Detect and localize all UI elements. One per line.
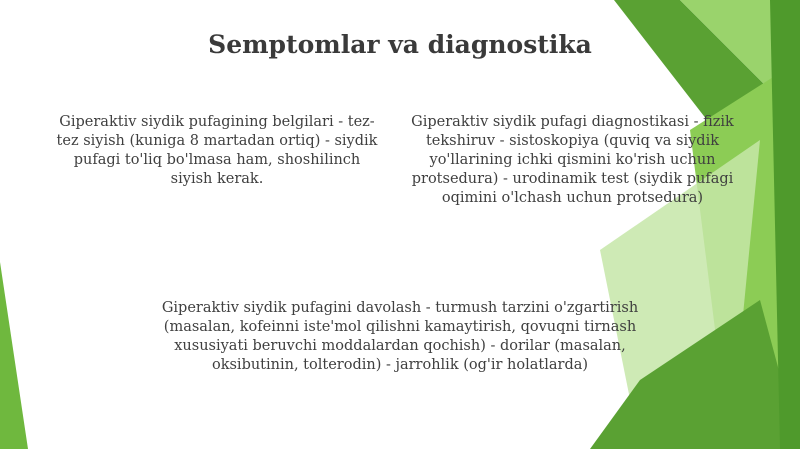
slide-title: Semptomlar va diagnostika <box>208 30 592 59</box>
diagnostics-text: Giperaktiv siydik pufagi diagnostikasi - fizik tekshiruv - sistoskopiya (quviq va siydik yo'llarining ichki qismini ko'rish uchun protsedura) - urodinamik test (siydik pufagi oqimini o'lchash uchun protsedura) <box>411 114 734 206</box>
symptoms-text: Giperaktiv siydik pufagining belgilari - tez-tez siyish (kuniga 8 martadan ortiq) - siydik pufagi to'liq bo'lmasa ham, shoshilinch siyish kerak. <box>56 114 378 187</box>
left-green-sliver <box>0 262 28 449</box>
treatment-text: Giperaktiv siydik pufagini davolash - turmush tarzini o'zgartirish (masalan, kofeinni iste'mol qilishni kamaytirish, qovuqni tirnash xususiyati beruvchi moddalardan qochish) - dorilar (masalan, oksibutinin, tolterodin) - jarrohlik (og'ir holatlarda) <box>161 300 639 373</box>
